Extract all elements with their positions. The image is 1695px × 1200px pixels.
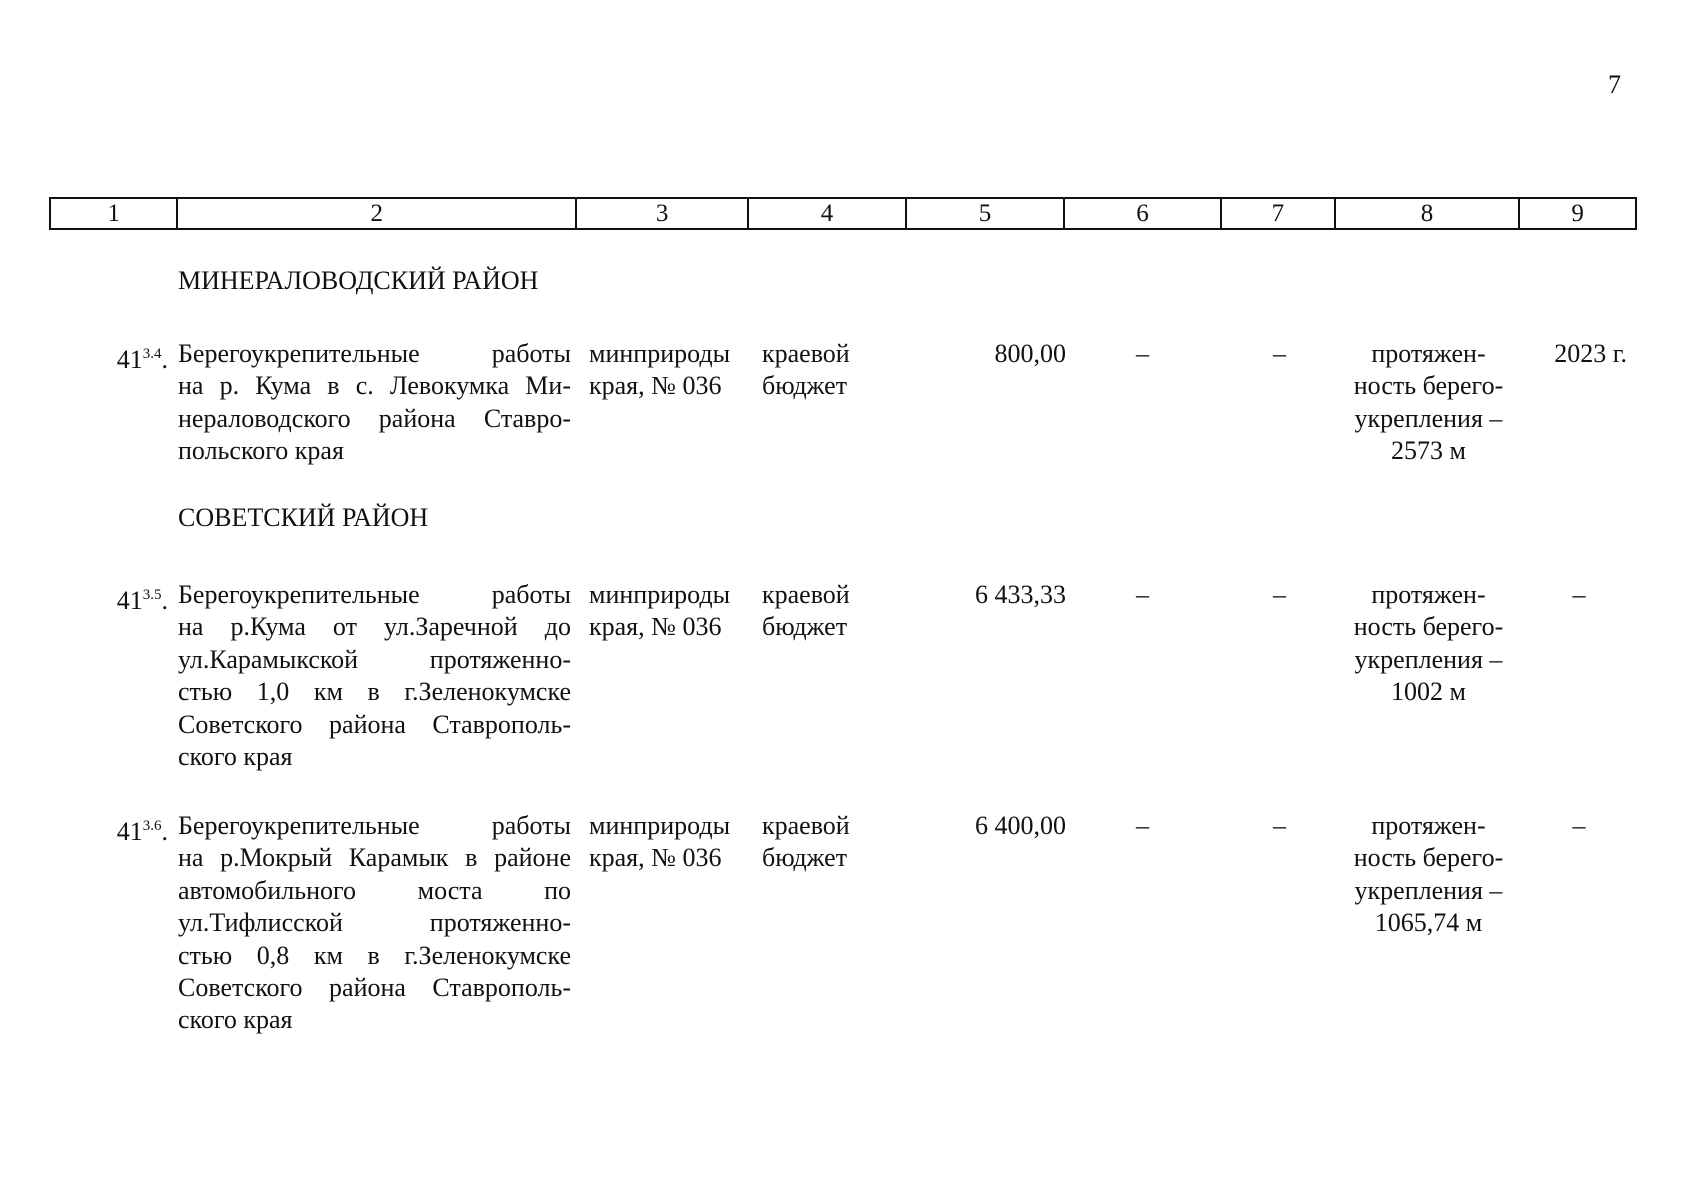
header-cell: 6 <box>1064 198 1221 229</box>
funding-source <box>762 810 862 875</box>
text-line: протяжен- <box>1371 811 1486 840</box>
result-indicator <box>1336 579 1521 709</box>
row-number-main: 41 <box>116 586 143 615</box>
completion-year: 2023 г. <box>1554 339 1627 368</box>
section-heading: СОВЕТСКИЙ РАЙОН <box>178 503 429 532</box>
completion-year: – <box>1572 580 1586 609</box>
header-cell: 1 <box>50 198 177 229</box>
result-indicator <box>1336 810 1521 940</box>
text-line: ского края <box>178 1005 293 1035</box>
section-heading: МИНЕРАЛОВОДСКИЙ РАЙОН <box>178 266 539 295</box>
header-cell: 7 <box>1221 198 1335 229</box>
row-description <box>178 338 571 468</box>
row-number <box>117 810 168 848</box>
col6-value: – <box>1136 580 1149 609</box>
row-number-superscript: 3.5 <box>142 587 162 603</box>
text-line: края, № 036 <box>589 843 722 873</box>
header-cell: 9 <box>1519 198 1636 229</box>
text-line: Берегоукрепительные работы <box>178 811 571 840</box>
responsible-organization <box>589 810 754 875</box>
text-line: Советского района Ставрополь- <box>178 973 571 1003</box>
col7-value: – <box>1273 339 1286 368</box>
row-number-superscript: 3.4 <box>142 346 162 362</box>
row-number-superscript: 3.6 <box>142 818 162 834</box>
text-line: Берегоукрепительные работы <box>178 339 571 368</box>
funding-source <box>762 579 862 644</box>
text-line: бюджет <box>762 843 848 873</box>
text-line: минприроды <box>589 339 731 368</box>
text-line: бюджет <box>762 371 848 401</box>
funding-source <box>762 338 862 403</box>
row-description <box>178 579 571 773</box>
completion-year: – <box>1572 811 1586 840</box>
amount: 6 400,00 <box>975 811 1066 840</box>
text-line: бюджет <box>762 612 848 642</box>
row-description <box>178 810 571 1037</box>
text-line: края, № 036 <box>589 612 722 642</box>
text-line: протяжен- <box>1371 339 1486 368</box>
text-line: ность берего- <box>1353 843 1504 873</box>
text-line: протяжен- <box>1371 580 1486 609</box>
text-line: стью 0,8 км в г.Зеленокумске <box>178 940 571 970</box>
header-cell: 2 <box>177 198 576 229</box>
text-line: краевой <box>762 580 850 609</box>
page-number: 7 <box>1608 70 1621 99</box>
text-line: укрепления – <box>1354 875 1503 905</box>
text-line: на р.Мокрый Карамык в районе <box>178 843 571 873</box>
amount: 800,00 <box>994 339 1066 368</box>
row-number-dot: . <box>161 345 168 374</box>
text-line: ул.Карамыкской протяженно- <box>178 644 571 674</box>
col7-value: – <box>1273 580 1286 609</box>
text-line: укрепления – <box>1354 644 1503 674</box>
text-line: укрепления – <box>1354 403 1503 433</box>
text-line: польского края <box>178 436 344 466</box>
text-line: ность берего- <box>1353 612 1504 642</box>
row-number <box>117 579 168 617</box>
row-number-dot: . <box>161 586 168 615</box>
text-line: на р.Кума от ул.Заречной до <box>178 612 571 642</box>
text-line: края, № 036 <box>589 371 722 401</box>
text-line: Советского района Ставрополь- <box>178 709 571 739</box>
text-line: на р. Кума в с. Левокумка Ми- <box>178 371 571 401</box>
result-indicator <box>1336 338 1521 468</box>
col6-value: – <box>1136 339 1149 368</box>
text-line: автомобильного моста по <box>178 875 571 905</box>
row-number-main: 41 <box>116 345 143 374</box>
responsible-organization <box>589 338 754 403</box>
text-line: 1065,74 м <box>1374 908 1483 938</box>
text-line: нераловодского района Ставро- <box>178 403 571 433</box>
header-cell: 4 <box>748 198 906 229</box>
text-line: краевой <box>762 811 850 840</box>
col7-value: – <box>1273 811 1286 840</box>
header-cell: 8 <box>1335 198 1520 229</box>
col6-value: – <box>1136 811 1149 840</box>
text-line: минприроды <box>589 580 731 609</box>
header-cell: 3 <box>576 198 748 229</box>
responsible-organization <box>589 579 754 644</box>
text-line: 2573 м <box>1391 436 1466 466</box>
text-line: минприроды <box>589 811 731 840</box>
text-line: Берегоукрепительные работы <box>178 580 571 609</box>
amount: 6 433,33 <box>975 580 1066 609</box>
column-number-header <box>49 197 1637 230</box>
text-line: краевой <box>762 339 850 368</box>
text-line: ность берего- <box>1353 371 1504 401</box>
text-line: ул.Тифлисской протяженно- <box>178 908 571 938</box>
text-line: ского края <box>178 742 293 772</box>
text-line: стью 1,0 км в г.Зеленокумске <box>178 677 571 707</box>
header-cell: 5 <box>906 198 1064 229</box>
row-number-dot: . <box>161 817 168 846</box>
row-number <box>117 338 168 376</box>
text-line: 1002 м <box>1391 677 1466 707</box>
row-number-main: 41 <box>116 817 143 846</box>
